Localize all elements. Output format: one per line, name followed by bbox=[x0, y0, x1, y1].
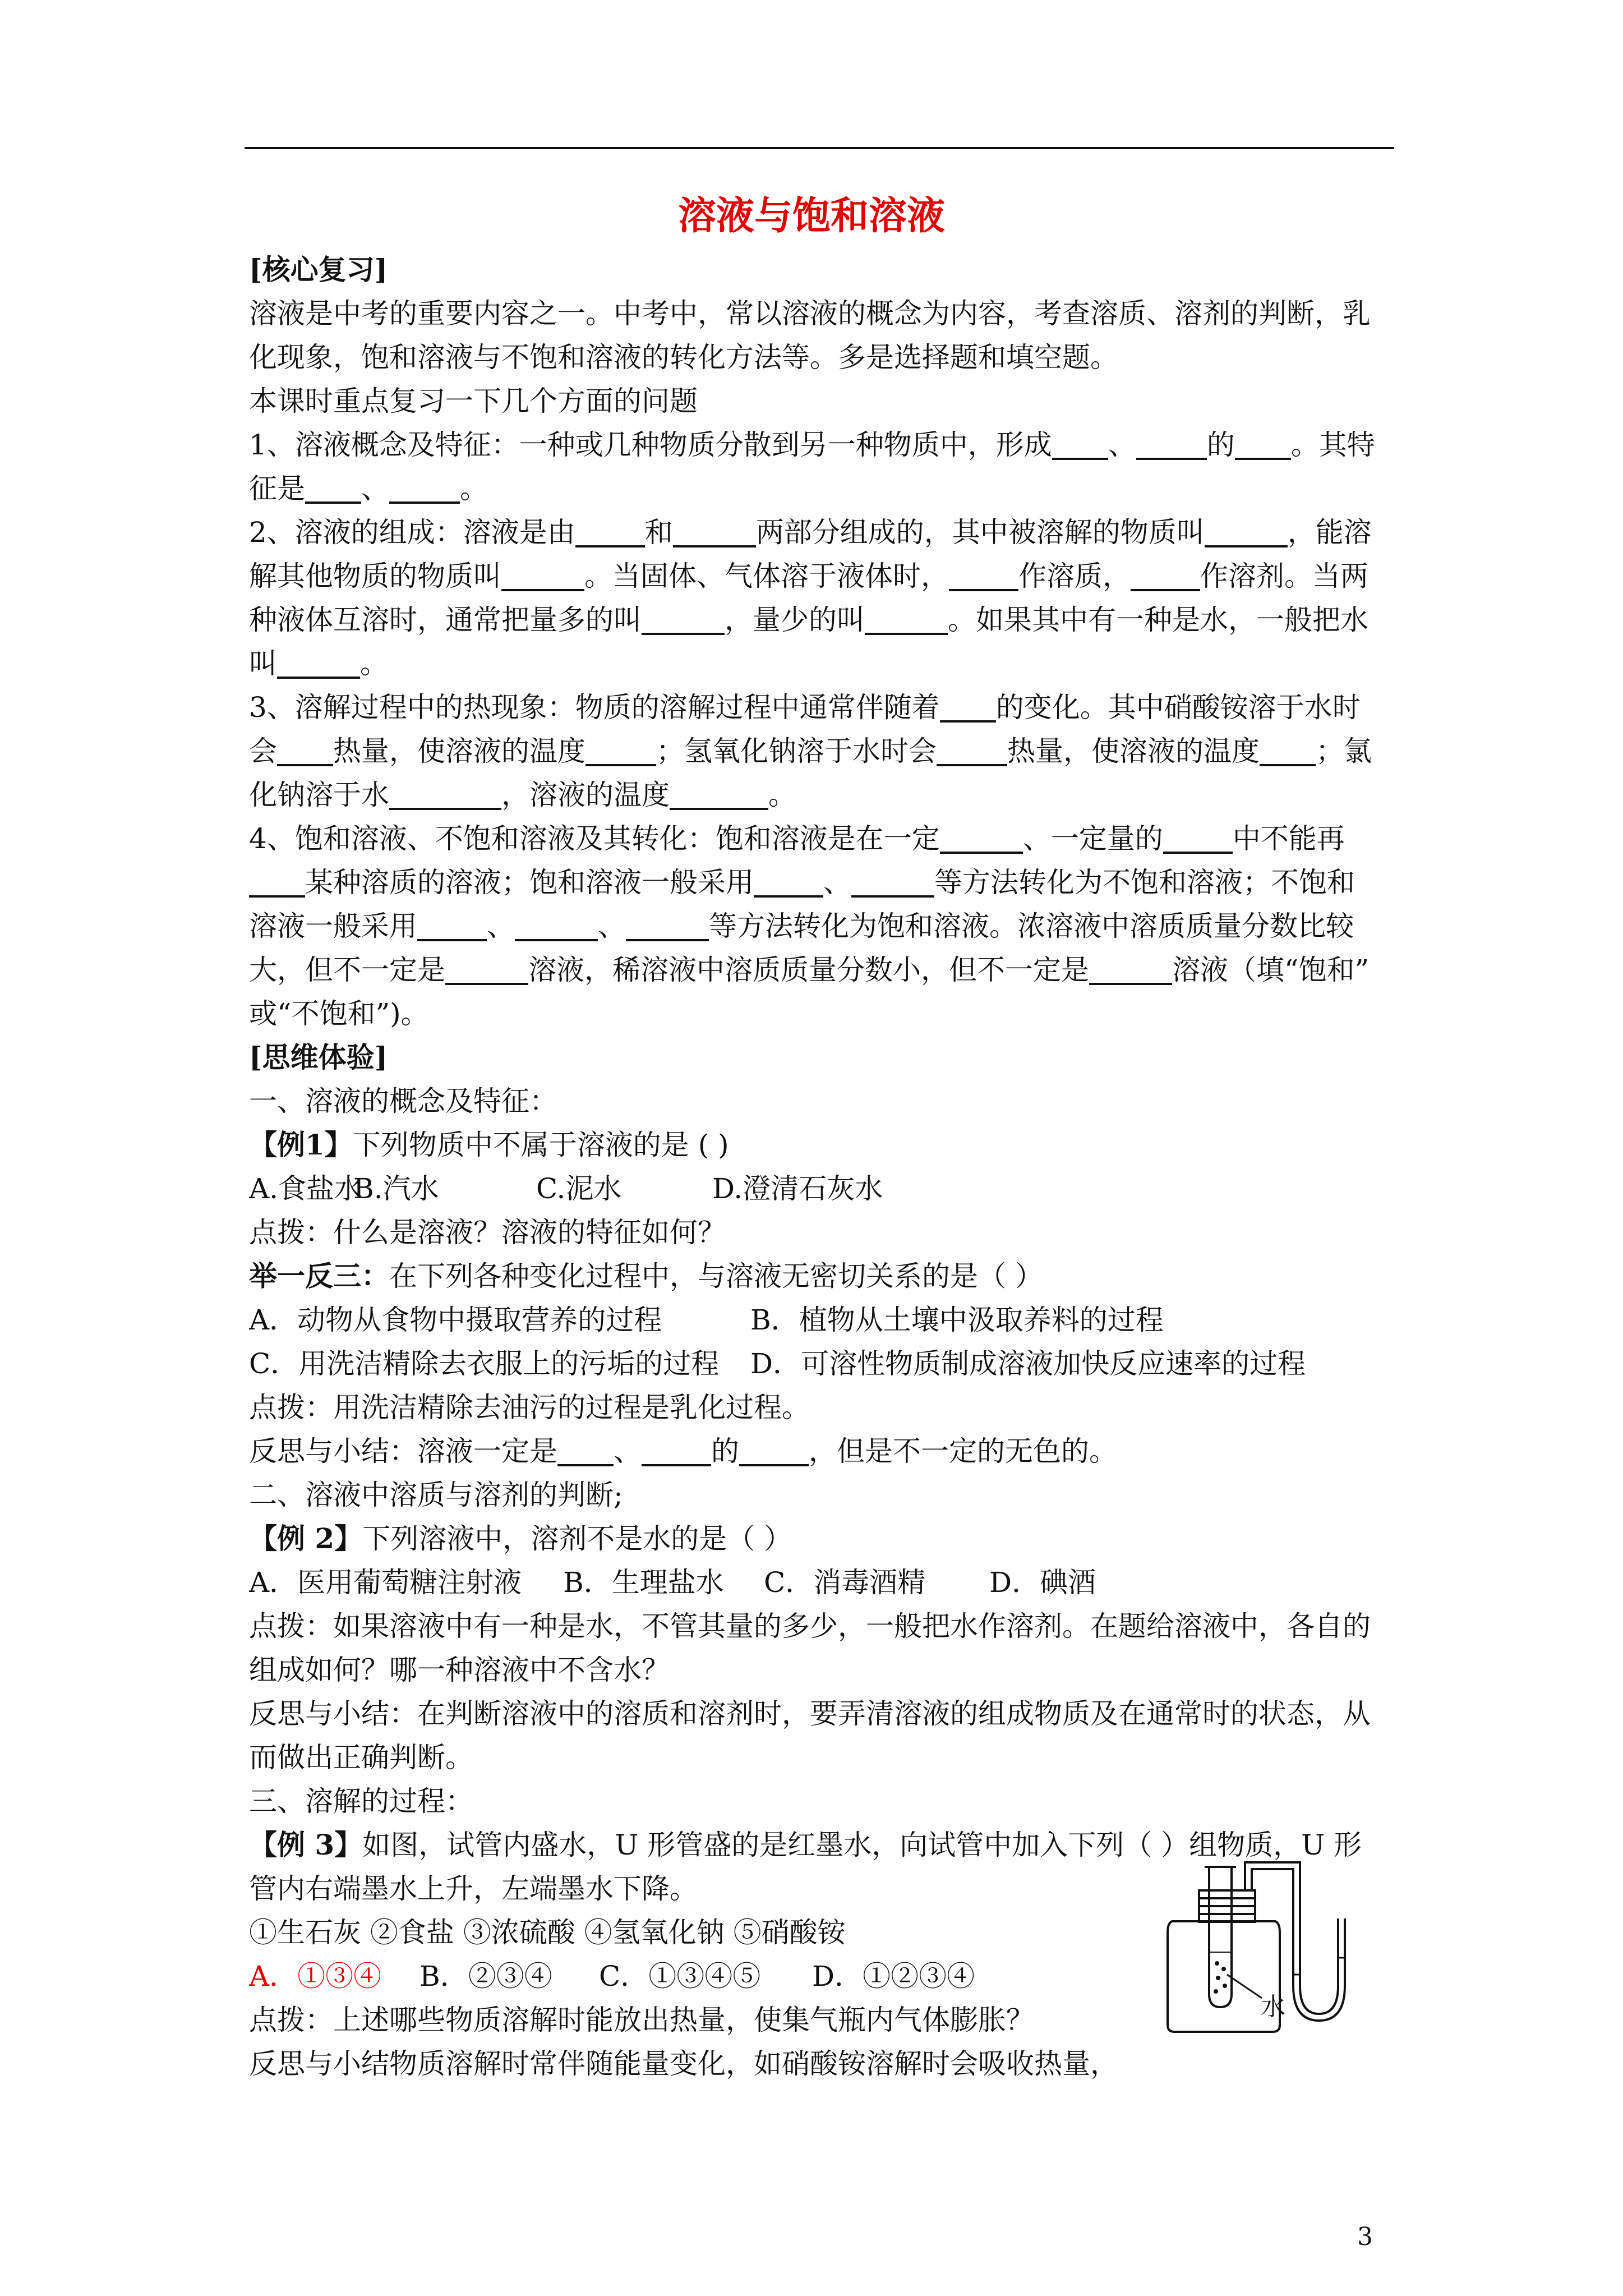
example-2-question: 【例 2】下列溶液中，溶剂不是水的是（ ） bbox=[249, 1522, 792, 1555]
blank bbox=[249, 867, 305, 898]
blank bbox=[277, 736, 333, 766]
blank bbox=[1136, 430, 1207, 460]
item-2-line-2: 解其他物质的物质叫 。当固体、气体溶于液体时， 作溶质， 作溶剂。当两 bbox=[249, 560, 1368, 592]
part-3-heading: 三、溶解的过程： bbox=[249, 1785, 473, 1818]
blank bbox=[1205, 517, 1288, 547]
blank bbox=[642, 605, 725, 635]
blank bbox=[277, 648, 360, 679]
blank bbox=[673, 517, 756, 547]
document-title: 溶液与饱和溶液 bbox=[677, 194, 945, 238]
example-2-options: A．医用葡萄糖注射液 B．生理盐水 C．消毒酒精 D．碘酒 bbox=[249, 1566, 1096, 1599]
blank bbox=[949, 561, 1018, 591]
document-body bbox=[249, 248, 1399, 2086]
item-2-line-3: 种液体互溶时，通常把量多的叫 ，量少的叫 。如果其中有一种是水，一般把水 bbox=[249, 604, 1368, 636]
blank bbox=[501, 561, 584, 591]
blank bbox=[417, 911, 487, 941]
example-3-question-1: 【例 3】如图，试管内盛水，U 形管盛的是红墨水，向试管中加入下列（ ）组物质，U 形 bbox=[249, 1828, 1362, 1861]
extend-options-ab: A．动物从食物中摄取营养的过程 B．植物从土壤中汲取养料的过程 bbox=[249, 1304, 1164, 1336]
item-2-line-4: 叫 。 bbox=[249, 647, 388, 680]
item-4-line-3: 溶液一般采用 、 、 等方法转化为饱和溶液。浓溶液中溶质质量分数比较 bbox=[249, 910, 1354, 942]
extend-hint: 点拨：用洗洁精除去油污的过程是乳化过程。 bbox=[249, 1391, 810, 1424]
blank bbox=[642, 1436, 711, 1466]
extend-question: 举一反三：在下列各种变化过程中，与溶液无密切关系的是（ ） bbox=[249, 1259, 1043, 1292]
example-2-hint-1: 点拨：如果溶液中有一种是水，不管其量的多少，一般把水作溶剂。在题给溶液中，各自的 bbox=[249, 1610, 1371, 1642]
blank bbox=[865, 605, 948, 635]
header-rule bbox=[245, 147, 1394, 149]
blank bbox=[557, 1436, 614, 1466]
blank bbox=[445, 955, 528, 985]
water-label: 水 bbox=[1261, 1993, 1285, 2021]
item-2-line-1: 2、溶液的组成：溶液是由 和 两部分组成的，其中被溶解的物质叫 ，能溶 bbox=[249, 516, 1372, 549]
item-4-line-5: 或“不饱和”)。 bbox=[249, 997, 429, 1030]
example-3-substances: ①生石灰 ②食盐 ③浓硫酸 ④氢氧化钠 ⑤硝酸铵 bbox=[249, 1916, 846, 1949]
blank bbox=[1131, 561, 1200, 591]
example-1-options: A.食盐水B.汽水 C.泥水 D.澄清石灰水 bbox=[249, 1172, 883, 1205]
example-1-hint: 点拨：什么是溶液？溶液的特征如何？ bbox=[249, 1216, 726, 1249]
example-3-hint: 点拨：上述哪些物质溶解时能放出热量，使集气瓶内气体膨胀？ bbox=[249, 2004, 1034, 2036]
item-1-line-1: 1、溶液概念及特征：一种或几种物质分散到另一种物质中，形成 、 的 。其特 bbox=[249, 429, 1375, 461]
blank bbox=[1089, 955, 1172, 985]
blank bbox=[389, 473, 460, 504]
example-3-question-2: 管内右端墨水上升，左端墨水下降。 bbox=[249, 1872, 698, 1905]
blank bbox=[1163, 823, 1233, 854]
blank bbox=[739, 1436, 809, 1466]
item-3-line-1: 3、溶解过程中的热现象：物质的溶解过程中通常伴随着 的变化。其中硝酸铵溶于水时 bbox=[249, 691, 1361, 724]
intro-line-3: 本课时重点复习一下几个方面的问题 bbox=[249, 385, 698, 417]
page-number: 3 bbox=[1357, 2223, 1373, 2251]
item-3-line-3: 化钠溶于水 ，溶液的温度 。 bbox=[249, 779, 796, 811]
section-heading-core-review: [核心复习] bbox=[249, 253, 388, 286]
blank bbox=[389, 780, 501, 810]
item-4-line-2: 某种溶质的溶液；饱和溶液一般采用 、 等方法转化为不饱和溶液；不饱和 bbox=[249, 861, 1399, 904]
blank bbox=[585, 736, 656, 766]
extend-options-cd: C．用洗洁精除去衣服上的污垢的过程 D．可溶性物质制成溶液加快反应速率的过程 bbox=[249, 1347, 1306, 1380]
blank bbox=[626, 911, 709, 941]
blank bbox=[940, 823, 1023, 854]
blank bbox=[940, 692, 996, 723]
blank bbox=[670, 780, 768, 810]
example-3-options: A．①③④ B．②③④ C．①③④⑤ D．①②③④ bbox=[249, 1960, 975, 1993]
blank bbox=[851, 867, 934, 898]
example-2-hint-2: 组成如何？哪一种溶液中不含水？ bbox=[249, 1654, 670, 1686]
intro-line-2: 化现象，饱和溶液与不饱和溶液的转化方法等。多是选择题和填空题。 bbox=[249, 341, 1118, 374]
blank bbox=[1052, 430, 1108, 460]
section-heading-thinking: [思维体验] bbox=[249, 1041, 388, 1074]
item-3-line-2: 会 热量，使溶液的温度 ；氢氧化钠溶于水时会 热量，使溶液的温度 ；氯 bbox=[249, 735, 1372, 767]
blank bbox=[754, 867, 823, 898]
part-3-summary: 反思与小结物质溶解时常伴随能量变化，如硝酸铵溶解时会吸收热量， bbox=[249, 2047, 1118, 2080]
item-4-line-4: 大，但不一定是 溶液，稀溶液中溶质质量分数小，但不一定是 溶液（填“饱和” bbox=[249, 954, 1370, 986]
apparatus-figure bbox=[1155, 1851, 1357, 2036]
part-1-heading: 一、溶液的概念及特征： bbox=[249, 1085, 557, 1117]
item-1-line-2: 征是 、 。 bbox=[249, 472, 488, 505]
flask-u-tube-diagram bbox=[1155, 1851, 1357, 2036]
blank bbox=[937, 736, 1007, 766]
blank bbox=[1260, 736, 1316, 766]
blank bbox=[1235, 430, 1291, 460]
part-2-summary-1: 反思与小结：在判断溶液中的溶质和溶剂时，要弄清溶液的组成物质及在通常时的状态，从 bbox=[249, 1697, 1371, 1730]
blank bbox=[575, 517, 645, 547]
part-1-summary: 反思与小结：溶液一定是 、 的 ，但是不一定的无色的。 bbox=[249, 1435, 1117, 1467]
item-4-line-1: 4、饱和溶液、不饱和溶液及其转化：饱和溶液是在一定 、一定量的 中不能再 bbox=[249, 822, 1345, 855]
example-1-question: 【例1】下列物质中不属于溶液的是 ( ) bbox=[249, 1128, 729, 1161]
intro-line-1: 溶液是中考的重要内容之一。中考中，常以溶液的概念为内容，考查溶质、溶剂的判断，乳 bbox=[249, 297, 1371, 330]
blank bbox=[515, 911, 598, 941]
part-2-summary-2: 而做出正确判断。 bbox=[249, 1741, 473, 1774]
part-2-heading: 二、溶液中溶质与溶剂的判断; bbox=[249, 1479, 623, 1511]
blank bbox=[305, 473, 361, 504]
